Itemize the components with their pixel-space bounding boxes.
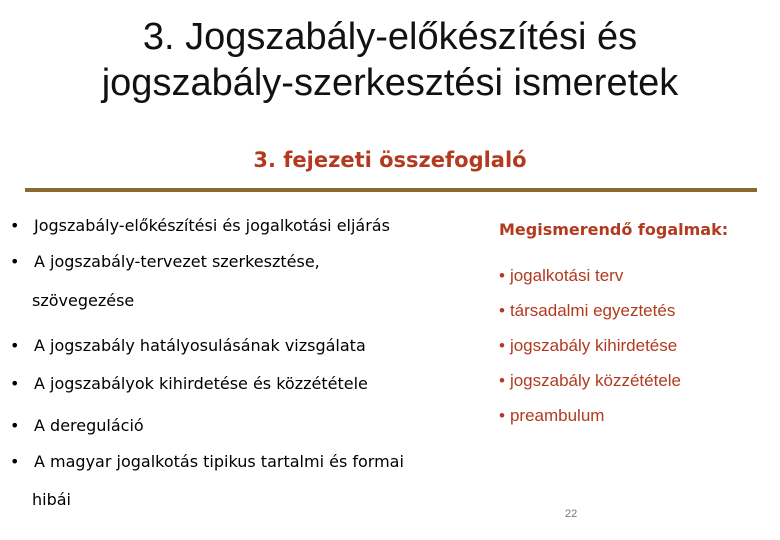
slide-subtitle: 3. fejezeti összefoglaló — [253, 148, 527, 172]
title-line-1: 3. Jogszabály-előkészítési és — [142, 16, 638, 58]
concept-item — [499, 266, 769, 301]
bullet-icon: • — [10, 452, 20, 471]
concept-item — [499, 301, 769, 336]
bullet-icon: • — [10, 416, 20, 435]
concept-label: jogszabály kihirdetése — [509, 336, 678, 355]
concept-label: jogalkotási terv — [509, 266, 624, 285]
topic-item — [10, 216, 480, 252]
divider-line — [25, 188, 757, 192]
bullet-icon: • — [10, 374, 20, 393]
title-line-2: jogszabály-szerkesztési ismeretek — [101, 62, 679, 104]
topic-label: A jogszabály hatályosulásának vizsgálata — [34, 336, 366, 355]
bullet-icon: • — [10, 336, 20, 355]
topic-label-line-1: A magyar jogalkotás tipikus tartalmi és formai — [34, 452, 404, 471]
topic-item — [10, 252, 480, 336]
bullet-icon: • — [10, 252, 20, 271]
concepts-list — [499, 266, 769, 441]
topic-label-line-1: A jogszabály-tervezet szerkesztése, — [34, 252, 320, 271]
topic-label: Jogszabály-előkészítési és jogalkotási eljárás — [34, 216, 390, 235]
bullet-icon: • — [499, 266, 505, 285]
bullet-icon: • — [499, 336, 505, 355]
topic-item — [10, 416, 480, 452]
bullet-icon: • — [499, 406, 505, 425]
bullet-icon: • — [10, 216, 20, 235]
topic-item — [10, 452, 480, 532]
concept-item — [499, 371, 769, 406]
topic-label: A dereguláció — [34, 416, 144, 435]
slide-title — [0, 14, 780, 106]
topic-label-line-2: szövegezése — [32, 291, 135, 310]
concepts-heading: Megismerendő fogalmak: — [499, 220, 729, 239]
bullet-icon: • — [499, 371, 505, 390]
concept-label: preambulum — [509, 406, 605, 425]
topic-item — [10, 374, 480, 416]
concept-label: társadalmi egyeztetés — [509, 301, 676, 320]
topic-item — [10, 336, 480, 374]
bullet-icon: • — [499, 301, 505, 320]
concept-item — [499, 336, 769, 371]
topic-label-line-2: hibái — [32, 490, 71, 509]
topics-list — [10, 216, 480, 532]
concept-item — [499, 406, 769, 441]
page-number: 22 — [565, 508, 578, 520]
topic-label: A jogszabályok kihirdetése és közzététele — [34, 374, 368, 393]
concept-label: jogszabály közzététele — [509, 371, 681, 390]
